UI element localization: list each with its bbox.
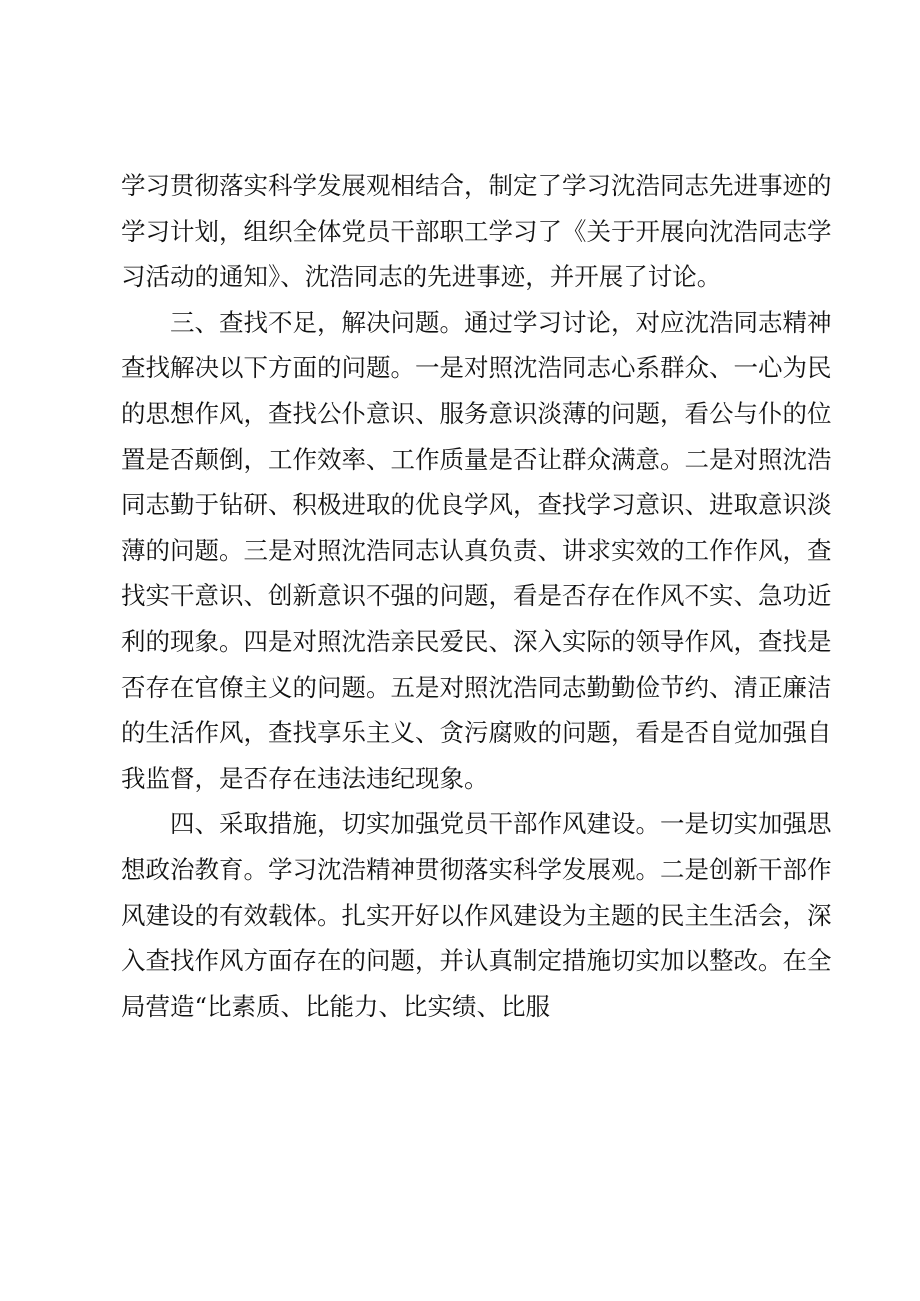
text-line: 想政治教育。学习沈浩精神贯彻落实科学发展观。二是创新干部作	[121, 854, 832, 884]
text-line: 风建设的有效载体。扎实开好以作风建设为主题的民主生活会，深	[121, 900, 832, 930]
text-line: 薄的问题。三是对照沈浩同志认真负责、讲求实效的工作作风，查	[121, 535, 832, 565]
document-body	[121, 163, 832, 1029]
paragraph-start-line: 三、查找不足，解决问题。通过学习讨论，对应沈浩同志精神	[170, 307, 832, 337]
text-line: 的生活作风，查找享乐主义、贪污腐败的问题，看是否自觉加强自	[121, 718, 832, 748]
text-line: 入查找作风方面存在的问题，并认真制定措施切实加以整改。在全	[121, 946, 832, 976]
text-line: 找实干意识、创新意识不强的问题，看是否存在作风不实、急功近	[121, 581, 832, 611]
text-line: 局营造“比素质、比能力、比实绩、比服	[121, 991, 551, 1021]
text-line: 置是否颠倒，工作效率、工作质量是否让群众满意。二是对照沈浩	[121, 444, 832, 474]
text-line: 利的现象。四是对照沈浩亲民爱民、深入实际的领导作风，查找是	[121, 626, 832, 656]
paragraph-start-line: 四、采取措施，切实加强党员干部作风建设。一是切实加强思	[170, 809, 832, 839]
text-line: 学习计划，组织全体党员干部职工学习了《关于开展向沈浩同志学	[121, 216, 832, 246]
text-line: 否存在官僚主义的问题。五是对照沈浩同志勤勤俭节约、清正廉洁	[121, 672, 832, 702]
text-line: 查找解决以下方面的问题。一是对照沈浩同志心系群众、一心为民	[121, 353, 832, 383]
text-line: 同志勤于钻研、积极进取的优良学风，查找学习意识、进取意识淡	[121, 490, 832, 520]
text-line: 的思想作风，查找公仆意识、服务意识淡薄的问题，看公与仆的位	[121, 398, 832, 428]
text-line: 习活动的通知》、沈浩同志的先进事迹，并开展了讨论。	[121, 262, 722, 292]
text-line: 学习贯彻落实科学发展观相结合，制定了学习沈浩同志先进事迹的	[121, 171, 832, 200]
text-line: 我监督，是否存在违法违纪现象。	[121, 763, 489, 793]
